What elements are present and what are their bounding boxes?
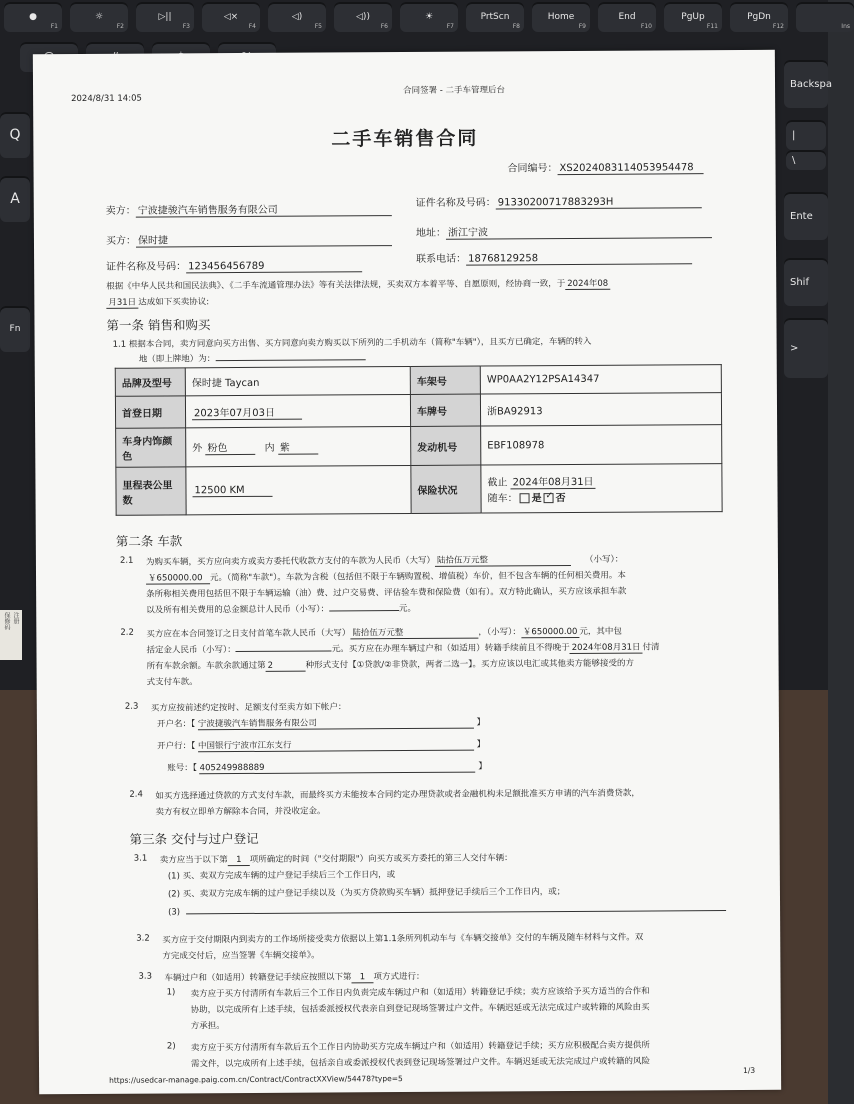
table-row xyxy=(115,365,721,397)
ext-color-value: 粉色 xyxy=(205,439,255,455)
brand-value: 保时捷 Taycan xyxy=(185,366,410,395)
address-value: 浙江宁波 xyxy=(446,222,712,240)
reg-date-label: 首登日期 xyxy=(115,396,185,428)
print-datetime: 2024/8/31 14:05 xyxy=(71,93,142,105)
keyboard-key-sublabel: Ins xyxy=(841,23,850,30)
keyboard-key-sublabel: F10 xyxy=(640,23,652,30)
p33-2-line-2: 需文件，以完成所有上述手续，包括亲自或委派授权代表到登记现场签署过户文件。车辆迟延或无法完成过户或转籍的风险 xyxy=(190,1056,651,1070)
p22-amount: ￥650000.00 xyxy=(521,625,580,638)
mileage-cell xyxy=(186,465,411,514)
keyboard-key: Fn xyxy=(0,306,30,352)
brand-label: 品牌及型号 xyxy=(115,368,185,396)
register-place-blank xyxy=(215,359,365,361)
p23-num: 2.3 xyxy=(124,701,139,712)
p33-2-line-1: 卖方应于买方付清所有车款后五个工作日内协助买方完成车辆过户和（如适用）转籍登记手续；买方应积极配合卖方提供所 xyxy=(190,1040,650,1054)
keyboard-key-sublabel: F6 xyxy=(380,23,388,30)
keyboard-key-sublabel: F12 xyxy=(772,23,784,30)
account-bank-row: 开户行：【 中国银行宁波市江东支行 】 xyxy=(157,739,486,752)
keyboard-key: Backspa xyxy=(784,60,828,108)
p24-line-1: 如买方选择通过贷款的方式支付车款，而最终买方未能按本合同约定办理贷款或者金融机构未足额批准买方申请的汽车消费贷款， xyxy=(155,788,640,802)
p31-text-b: 项所确定的时间（"交付期限"）向买方或买方委托的第三人交付车辆： xyxy=(249,853,513,865)
keyboard-fkey xyxy=(334,2,392,32)
color-label: 车身内饰颜色 xyxy=(116,428,186,467)
p31-item: 1 xyxy=(228,855,250,866)
keyboard-fkey xyxy=(796,2,854,32)
p22-line-2 xyxy=(146,640,659,656)
keyboard-fkey xyxy=(136,2,194,32)
keyboard-key-label: PgUp xyxy=(681,12,705,22)
with-car-no: 否 xyxy=(555,493,566,505)
keyboard-fkey xyxy=(664,2,722,32)
p31-option-2: (2) 买、卖双方完成车辆的过户登记手续以及（为买方贷款购买车辆）抵押登记手续后三个工作日内，或； xyxy=(167,887,566,900)
keyboard-key-sublabel: F7 xyxy=(446,23,454,30)
p21-total-blank xyxy=(329,610,399,611)
keyboard-key-label: End xyxy=(618,12,636,22)
reg-date-cell xyxy=(185,394,410,427)
p22-line-3 xyxy=(147,657,634,673)
buyer-row xyxy=(106,230,392,248)
account-number-label: 账号： xyxy=(167,763,193,774)
p22-text-f: 所有车款余额。车款余款通过第 xyxy=(146,660,266,672)
p21-small-label: （小写）： xyxy=(584,554,624,565)
p31-num: 3.1 xyxy=(133,853,148,864)
keyboard-fkey xyxy=(466,2,524,32)
keyboard-fkey xyxy=(598,2,656,32)
p22-text: 买方应在本合同签订之日支付首笔车款人民币（大写） xyxy=(146,628,351,640)
p22-date: 2024年08月31日 xyxy=(570,641,643,654)
p24-num: 2.4 xyxy=(129,789,143,800)
keyboard-key-sublabel: F4 xyxy=(248,23,256,30)
p33-num: 3.3 xyxy=(138,971,153,982)
account-bank-label: 开户行： xyxy=(157,741,192,752)
keyboard-key-label: ◁× xyxy=(223,12,239,22)
keyboard-key-label: ▷|| xyxy=(158,12,172,22)
keyboard-key-sublabel: F1 xyxy=(50,23,58,30)
keyboard-key-sublabel: F5 xyxy=(314,23,322,30)
table-row xyxy=(116,464,722,516)
intro-date-b: 月31日 xyxy=(106,296,138,309)
p21-text-b: 元。（简称"车款"）。车款为含税（包括但不限于车辆购置税、增值税）车价，但不包含车辆的任何相关费用。本 xyxy=(210,570,626,584)
with-car-label: 随车： xyxy=(487,493,518,505)
phone-row xyxy=(416,248,692,266)
account-number: 405249988889 xyxy=(200,762,476,775)
keyboard-key: A xyxy=(0,176,30,222)
keyboard-key-label: Home xyxy=(547,12,575,22)
p33-1-line-1: 卖方应于买方付清所有车款后三个工作日内负责完成车辆过户和（如适用）转籍登记手续；卖方应该给予买方适当的合作和 xyxy=(190,986,650,1000)
seller-id-row xyxy=(416,192,702,210)
p33-item: 1 xyxy=(351,972,373,983)
plate-label: 车牌号 xyxy=(410,394,480,426)
seller-id-label: 证件名称及号码： xyxy=(415,197,496,209)
p22-text-b: 元，其中包 xyxy=(579,626,622,637)
print-site-title: 合同签署 - 二手车管理后台 xyxy=(403,85,506,97)
phone-label: 联系电话： xyxy=(416,253,467,265)
keyboard-fkey xyxy=(268,2,326,32)
contract-number xyxy=(507,158,703,175)
article-3-heading: 第三条 交付与过户登记 xyxy=(129,830,259,847)
keyboard-key-sublabel: F2 xyxy=(116,23,124,30)
buyer-id-label: 证件名称及号码： xyxy=(106,261,187,273)
contract-number-value: XS2024083114053954478 xyxy=(558,162,704,175)
keyboard-key: \ xyxy=(786,150,826,170)
contract-page xyxy=(33,50,781,1095)
intro-text: 根据《中华人民共和国民法典》、《二手车流通管理办法》等有关法律法规，买卖双方本着平等、自愿原则，经协商一致，于 xyxy=(106,279,566,292)
checkbox-no-checked xyxy=(544,493,554,503)
insurance-label: 保险状况 xyxy=(411,465,481,513)
engine-label: 发动机号 xyxy=(411,426,481,465)
phone-value: 18768129258 xyxy=(466,252,692,265)
int-color-value: 紫 xyxy=(278,439,318,455)
p22-text-e: 付清 xyxy=(642,642,660,653)
keyboard-fkey xyxy=(400,2,458,32)
p21-line-1 xyxy=(146,553,623,569)
color-cell xyxy=(186,426,411,466)
p33-1-line-2: 协助，以完成所有上述手续，包括委派授权代表亲自到登记现场签署过户文件。车辆迟延或无法完成过户或转籍的风险由买 xyxy=(190,1002,650,1016)
keyboard-key: Q xyxy=(0,112,30,158)
p32-line-1: 买方应于交付期限内到卖方的工作场所接受卖方依据以上第1.1条所列机动车与《车辆交接单》交付的车辆及随车材料与文件。双 xyxy=(162,932,644,946)
p32-num: 3.2 xyxy=(136,933,150,944)
keyboard-key: > xyxy=(784,318,828,378)
intro-line-1 xyxy=(106,277,610,293)
keyboard-key-label: ● xyxy=(29,12,37,22)
int-color-label: 内 xyxy=(264,442,275,454)
reg-date-value: 2023年07月03日 xyxy=(192,403,302,420)
p22-line-1 xyxy=(146,625,622,641)
p33-text: 车辆过户和（如适用）转籍登记手续应按照以下第 xyxy=(164,972,352,984)
article-1-heading: 第一条 销售和购买 xyxy=(106,317,211,333)
contract-number-label: 合同编号： xyxy=(507,163,558,175)
address-label: 地址： xyxy=(415,227,446,239)
insurance-until-label: 截止 xyxy=(487,477,508,489)
p31-option-3 xyxy=(168,904,726,917)
p31-line xyxy=(160,851,513,866)
p33-1-line-3: 方承担。 xyxy=(190,1021,225,1032)
keyboard-fkey xyxy=(70,2,128,32)
p21-line-3: 条所称相关费用包括但不限于车辆运输（油）费、过户交易费、评估验车费和保险费（如有）。双方特此确认，买方应该承担车款 xyxy=(146,586,627,600)
address-row xyxy=(416,222,712,240)
table-row xyxy=(116,425,722,468)
p33-2-num: 2) xyxy=(166,1041,176,1052)
intro-date-a: 2024年08 xyxy=(565,277,610,290)
account-name-row: 开户名：【 宁波捷骏汽车销售服务有限公司 】 xyxy=(156,717,486,730)
table-row xyxy=(115,393,721,429)
keyboard-key-sublabel: F8 xyxy=(512,23,520,30)
p33-line xyxy=(164,970,424,985)
with-car-row xyxy=(487,488,715,504)
p21-text: 为购买车辆，买方应向卖方或卖方委托代收款方支付的车款为人民币（大写） xyxy=(145,555,435,568)
keyboard-key-label: ◁)) xyxy=(356,12,370,22)
keyboard-key-label: PgDn xyxy=(747,12,771,22)
p21-text-e: 元。 xyxy=(398,603,417,615)
insurance-until-value: 2024年08月31日 xyxy=(511,473,596,490)
account-name-label: 开户名： xyxy=(156,719,191,730)
insurance-until xyxy=(487,472,715,489)
buyer-label: 买方： xyxy=(105,235,137,247)
p21-amount: ￥650000.00 xyxy=(146,571,210,584)
insurance-cell xyxy=(481,464,722,513)
seller-id: 91330200717883293H xyxy=(496,196,702,209)
plate-value: 浙BA92913 xyxy=(480,393,721,426)
seller-name: 宁波捷骏汽车销售服务有限公司 xyxy=(136,200,392,218)
p33-text-b: 项方式进行： xyxy=(373,971,425,983)
p31-text: 卖方应当于以下第 xyxy=(159,855,228,866)
warranty-sticker: 注册 保修码 xyxy=(0,610,22,660)
p21-text-d: 以及所有相关费用的总金额总计人民币（小写）： xyxy=(146,604,330,616)
seller-label: 卖方： xyxy=(105,205,136,217)
p22-deposit-blank xyxy=(236,650,332,652)
keyboard-fkey xyxy=(4,2,62,32)
keyboard-key: Ente xyxy=(784,192,828,240)
keyboard-key-label: ◁) xyxy=(291,12,303,22)
intro-line-2 xyxy=(106,295,209,309)
p32-line-2: 方完成交付后，应当签署《车辆交接单》。 xyxy=(162,950,320,962)
p21-num: 2.1 xyxy=(119,555,134,566)
register-place-label: 地（即上牌地）为： xyxy=(138,354,216,365)
vin-label: 车架号 xyxy=(410,366,480,394)
p33-1-num: 1) xyxy=(166,987,176,998)
ext-color-label: 外 xyxy=(192,443,203,455)
keyboard-key: Shif xyxy=(784,258,828,306)
p22-method: 2 xyxy=(266,661,306,672)
mileage-value: 12500 KM xyxy=(192,484,272,496)
keyboard-key-label: ☼ xyxy=(94,12,104,22)
article-1-1-text-2 xyxy=(139,351,366,364)
p23-text: 买方应按前述约定按时、足额支付至卖方如下帐户： xyxy=(150,702,347,714)
footer-url: https://usedcar-manage.paig.com.cn/Contract/ContractXXView/54478?type=5 xyxy=(109,1074,403,1085)
p22-amount-cn: 陆拾伍万元整 xyxy=(350,626,478,640)
p22-small-label: ，（小写）： xyxy=(478,627,521,638)
vehicle-info-table xyxy=(115,364,723,516)
keyboard-key-label: ☀ xyxy=(424,12,434,22)
keyboard-key: | xyxy=(786,120,826,150)
p21-line-2 xyxy=(146,569,626,585)
account-number-row: 账号：【 405249988889 】 xyxy=(167,761,487,774)
p21-line-4 xyxy=(146,602,416,616)
p24-line-2: 卖方有权立即单方解除本合同，并没收定金。 xyxy=(155,806,326,818)
article-2-heading: 第二条 车款 xyxy=(115,533,183,549)
keyboard-key-sublabel: F11 xyxy=(706,23,718,30)
keyboard-fkey xyxy=(532,2,590,32)
footer-page: 1/3 xyxy=(743,1065,756,1075)
checkbox-yes xyxy=(520,493,530,503)
contract-title: 二手车销售合同 xyxy=(331,127,479,151)
buyer-id-row xyxy=(106,256,362,274)
p22-line-4: 式支付车款。 xyxy=(146,677,198,688)
p22-text-d: 元。买方应在办理车辆过户和（如适用）转籍手续前且不得晚于 xyxy=(331,643,570,655)
vin-value: WP0AA2Y12PSA14347 xyxy=(480,365,721,394)
p22-text-c: 括定金人民币（小写）： xyxy=(146,645,236,656)
buyer-name: 保时捷 xyxy=(136,230,392,248)
article-1-1-text: 1.1 根据本合同，卖方同意向买方出售、买方同意向卖方购买以下所列的二手机动车（简称"车辆"），且买方已确定，车辆的转入 xyxy=(112,336,592,350)
keyboard-key-sublabel: F9 xyxy=(578,23,586,30)
with-car-yes: 是 xyxy=(531,493,542,505)
buyer-id: 123456456789 xyxy=(186,260,362,273)
engine-value: EBF108978 xyxy=(481,425,722,465)
keyboard-fkey xyxy=(730,2,788,32)
mileage-label: 里程表公里数 xyxy=(116,467,186,515)
p31-option-3-blank xyxy=(186,910,726,914)
p22-text-g: 种形式支付【①贷款/②非贷款，两者二选一】。买方应该以电汇或其他卖方能够接受的方 xyxy=(305,658,634,671)
keyboard-key-sublabel: F3 xyxy=(182,23,190,30)
seller-row xyxy=(106,200,392,218)
keyboard-key-label: PrtScn xyxy=(480,12,510,22)
p22-num: 2.2 xyxy=(120,627,134,638)
keyboard-fkey xyxy=(202,2,260,32)
account-name: 宁波捷骏汽车销售服务有限公司 xyxy=(198,716,474,731)
account-bank: 中国银行宁波市江东支行 xyxy=(198,738,474,753)
p21-amount-cn: 陆拾伍万元整 xyxy=(435,553,571,567)
p31-option-3-label: (3) xyxy=(168,907,181,918)
p31-option-1: (1) 买、卖双方完成车辆的过户登记手续后三个工作日内，或 xyxy=(167,870,396,882)
intro-text-2: 达成如下买卖协议: xyxy=(138,297,210,308)
